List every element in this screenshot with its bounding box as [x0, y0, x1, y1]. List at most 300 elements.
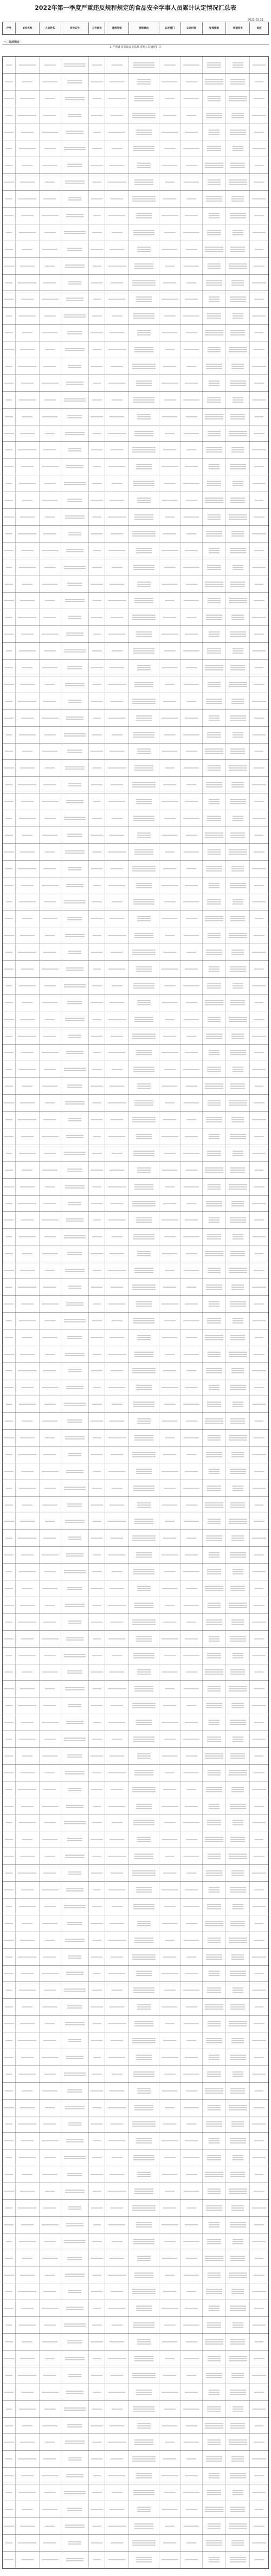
text-placeholder [109, 165, 124, 166]
text-placeholder [209, 130, 220, 131]
text-placeholder [22, 1588, 33, 1589]
table-row [3, 459, 268, 475]
table-cell [226, 2468, 250, 2484]
text-placeholder [133, 1908, 154, 1909]
text-placeholder [136, 2561, 152, 2562]
table-cell [3, 1396, 16, 1412]
text-placeholder [4, 1605, 14, 1606]
table-cell [105, 1447, 129, 1463]
table-cell [203, 777, 227, 793]
text-placeholder [111, 1203, 123, 1204]
text-placeholder [19, 1571, 35, 1572]
text-placeholder [136, 2310, 152, 2311]
table-cell [159, 2032, 181, 2049]
text-placeholder [229, 937, 247, 938]
text-placeholder [252, 868, 266, 869]
text-placeholder [207, 2155, 222, 2156]
table-cell [181, 1346, 203, 1363]
text-placeholder [206, 198, 222, 199]
table-cell [3, 1949, 16, 1965]
table-cell [181, 2401, 203, 2417]
text-placeholder [68, 116, 81, 117]
text-placeholder [64, 1235, 86, 1236]
table-cell [181, 1949, 203, 1965]
text-placeholder [208, 1189, 220, 1190]
table-cell [181, 2552, 203, 2568]
text-placeholder [21, 1554, 34, 1555]
text-placeholder [44, 2409, 56, 2410]
text-placeholder [6, 315, 12, 317]
text-placeholder [229, 2188, 247, 2190]
text-placeholder [208, 263, 220, 264]
text-placeholder [162, 2341, 177, 2342]
table-cell [61, 1279, 89, 1295]
text-placeholder [209, 1724, 220, 1725]
text-placeholder [134, 1102, 153, 1103]
table-cell [61, 2484, 89, 2501]
table-cell [61, 2434, 89, 2450]
table-cell [105, 1798, 129, 1815]
text-placeholder [18, 2207, 36, 2209]
table-cell [203, 174, 227, 190]
text-placeholder [206, 954, 222, 955]
text-placeholder [208, 1354, 220, 1355]
text-placeholder [5, 1671, 13, 1673]
text-placeholder [109, 1170, 124, 1171]
text-placeholder [230, 1973, 246, 1974]
text-placeholder [231, 2456, 244, 2457]
table-cell [250, 693, 268, 709]
table-cell [181, 325, 203, 341]
table-cell [129, 2401, 159, 2417]
text-placeholder [44, 2157, 56, 2158]
table-cell [40, 1949, 61, 1965]
table-cell [3, 559, 16, 576]
text-placeholder [230, 1641, 246, 1642]
text-placeholder [68, 2541, 81, 2542]
table-cell [89, 2334, 105, 2350]
table-cell [16, 1513, 40, 1529]
text-placeholder [44, 734, 56, 735]
text-placeholder [112, 148, 122, 149]
table-cell [105, 2283, 129, 2300]
text-placeholder [42, 918, 57, 919]
text-placeholder [42, 885, 59, 886]
text-placeholder [207, 1071, 222, 1072]
table-cell [129, 2283, 159, 2300]
table-cell [250, 1648, 268, 1664]
table-cell [89, 1815, 105, 1831]
text-placeholder [42, 2140, 59, 2141]
text-placeholder [230, 971, 246, 972]
table-cell [129, 1882, 159, 1898]
text-placeholder [165, 1521, 175, 1522]
text-placeholder [209, 887, 220, 888]
table-cell [129, 475, 159, 492]
table-cell [159, 1614, 181, 1630]
text-placeholder [134, 435, 153, 436]
table-cell [181, 1262, 203, 1279]
text-placeholder [206, 2038, 222, 2039]
table-cell [105, 1899, 129, 1915]
text-placeholder [229, 2444, 247, 2445]
text-placeholder [207, 2241, 222, 2242]
col-header-post: 工作岗位 [89, 22, 105, 34]
text-placeholder [205, 2174, 223, 2175]
text-placeholder [134, 1017, 153, 1018]
table-cell [3, 275, 16, 291]
text-placeholder [5, 667, 13, 668]
table-cell [129, 1614, 159, 1630]
table-cell [203, 1346, 227, 1363]
text-placeholder [164, 734, 176, 735]
table-cell [129, 2233, 159, 2250]
text-placeholder [183, 734, 200, 735]
table-cell [181, 459, 203, 475]
text-placeholder [163, 1705, 176, 1706]
text-placeholder [136, 885, 152, 886]
text-placeholder [4, 1772, 14, 1773]
table-cell [250, 660, 268, 676]
text-placeholder [45, 1270, 55, 1271]
text-placeholder [162, 1973, 178, 1974]
table-cell [61, 224, 89, 241]
table-cell [226, 325, 250, 341]
text-placeholder [186, 1622, 196, 1623]
text-placeholder [255, 332, 263, 333]
text-placeholder [165, 851, 175, 853]
text-placeholder [230, 718, 246, 719]
table-cell [3, 1530, 16, 1546]
text-placeholder [18, 701, 36, 702]
text-placeholder [132, 701, 156, 702]
text-placeholder [229, 2356, 247, 2357]
table-cell [250, 107, 268, 124]
table-cell [159, 358, 181, 375]
text-placeholder [137, 2009, 151, 2010]
table-cell [61, 275, 89, 291]
text-placeholder [230, 2561, 246, 2562]
text-placeholder [93, 2057, 101, 2058]
text-placeholder [183, 483, 200, 484]
table-cell [250, 2100, 268, 2116]
text-placeholder [109, 81, 124, 82]
text-placeholder [4, 885, 14, 886]
text-placeholder [68, 1286, 81, 1287]
text-placeholder [93, 1471, 101, 1472]
table-cell [181, 107, 203, 124]
table-cell [61, 1748, 89, 1764]
table-cell [181, 526, 203, 542]
table-cell [129, 308, 159, 324]
table-cell [226, 1513, 250, 1529]
text-placeholder [231, 1119, 244, 1120]
text-placeholder [254, 1856, 265, 1857]
text-placeholder [43, 1957, 56, 1958]
text-placeholder [42, 667, 57, 668]
text-placeholder [137, 1255, 151, 1256]
text-placeholder [134, 851, 153, 853]
text-placeholder [164, 2241, 176, 2242]
table-cell [226, 1865, 250, 1881]
text-placeholder [230, 2475, 246, 2476]
table-cell [226, 1196, 250, 1212]
text-placeholder [67, 2089, 82, 2090]
text-placeholder [91, 1002, 103, 1003]
text-placeholder [134, 2275, 153, 2276]
table-cell [181, 1430, 203, 1446]
table-cell [181, 1697, 203, 1714]
text-placeholder [252, 1957, 266, 1958]
text-placeholder [186, 2458, 196, 2459]
text-placeholder [20, 1521, 35, 1522]
text-placeholder [68, 281, 81, 282]
table-cell [61, 1530, 89, 1546]
text-placeholder [206, 1201, 222, 1202]
table-cell [181, 1513, 203, 1529]
table-cell [129, 2100, 159, 2116]
table-cell [129, 2149, 159, 2166]
text-placeholder [22, 2006, 33, 2007]
table-cell [40, 2149, 61, 2166]
text-placeholder [229, 1856, 247, 1857]
text-placeholder [162, 500, 177, 501]
table-cell [105, 2133, 129, 2149]
table-cell [203, 593, 227, 609]
text-placeholder [5, 835, 13, 836]
text-placeholder [207, 1153, 222, 1154]
table-cell [16, 2183, 40, 2199]
text-placeholder [230, 1050, 246, 1051]
table-cell [203, 1748, 227, 1764]
text-placeholder [92, 1153, 102, 1154]
text-placeholder [208, 1435, 220, 1436]
text-placeholder [205, 2172, 223, 2173]
table-cell [159, 208, 181, 224]
table-cell [226, 2518, 250, 2534]
table-cell [3, 944, 16, 960]
text-placeholder [186, 2542, 196, 2543]
table-cell [159, 1028, 181, 1044]
text-placeholder [109, 1421, 124, 1422]
text-placeholder [93, 2224, 101, 2225]
text-placeholder [5, 868, 12, 869]
table-cell [61, 1145, 89, 1161]
table-cell [89, 2451, 105, 2467]
table-cell [203, 810, 227, 827]
text-placeholder [233, 903, 243, 905]
text-placeholder [209, 1638, 220, 1639]
text-placeholder [252, 952, 266, 953]
table-cell [3, 308, 16, 324]
table-row [3, 793, 268, 810]
table-cell [40, 275, 61, 291]
text-placeholder [233, 1490, 243, 1491]
text-placeholder [165, 2358, 175, 2359]
table-cell [89, 2133, 105, 2149]
text-placeholder [42, 1889, 59, 1890]
table-cell [61, 1430, 89, 1446]
table-cell [61, 2535, 89, 2551]
text-placeholder [108, 634, 125, 635]
text-placeholder [133, 2406, 154, 2407]
table-cell [105, 877, 129, 894]
text-placeholder [66, 1723, 83, 1724]
text-placeholder [136, 1306, 152, 1307]
table-cell [40, 660, 61, 676]
text-placeholder [136, 1138, 152, 1139]
text-placeholder [67, 1673, 82, 1674]
text-placeholder [185, 215, 198, 216]
text-placeholder [45, 1940, 55, 1941]
table-cell [89, 1112, 105, 1128]
text-placeholder [231, 364, 244, 365]
table-cell [181, 877, 203, 894]
text-placeholder [252, 2375, 266, 2376]
text-placeholder [229, 1356, 247, 1357]
table-cell [3, 1580, 16, 1597]
table-cell [129, 1229, 159, 1245]
text-placeholder [230, 1303, 246, 1305]
text-placeholder [66, 2223, 83, 2224]
text-placeholder [253, 483, 265, 484]
text-placeholder [4, 550, 14, 551]
table-cell [203, 2535, 227, 2551]
table-cell [129, 124, 159, 140]
table-cell [61, 1966, 89, 1982]
text-placeholder [65, 1353, 85, 1354]
text-placeholder [22, 2341, 33, 2342]
text-placeholder [255, 2425, 263, 2426]
table-cell [61, 1078, 89, 1094]
text-placeholder [137, 2176, 151, 2177]
table-cell [250, 1279, 268, 1295]
table-cell [3, 1748, 16, 1764]
text-placeholder [255, 1421, 263, 1422]
table-cell [89, 1798, 105, 1815]
text-placeholder [231, 870, 244, 871]
text-placeholder [108, 1136, 125, 1137]
text-placeholder [185, 550, 198, 551]
text-placeholder [4, 1471, 14, 1472]
text-placeholder [6, 2492, 12, 2493]
text-placeholder [162, 550, 178, 551]
text-placeholder [43, 2291, 56, 2292]
table-cell [226, 442, 250, 458]
text-placeholder [163, 533, 176, 534]
text-placeholder [206, 2540, 222, 2541]
text-placeholder [162, 81, 177, 82]
text-placeholder [66, 1470, 83, 1471]
table-cell [203, 543, 227, 559]
text-placeholder [64, 147, 86, 148]
text-placeholder [255, 1086, 263, 1087]
text-placeholder [229, 347, 247, 348]
text-placeholder [91, 1622, 102, 1623]
text-placeholder [21, 2224, 34, 2225]
text-placeholder [205, 586, 223, 587]
text-placeholder [208, 600, 220, 601]
text-placeholder [230, 2473, 246, 2474]
table-cell [61, 2166, 89, 2183]
table-cell [250, 191, 268, 207]
table-cell [40, 2183, 61, 2199]
table-cell [159, 2367, 181, 2384]
table-cell [89, 392, 105, 408]
text-placeholder [137, 2260, 151, 2261]
text-placeholder [230, 1806, 246, 1807]
text-placeholder [186, 2123, 196, 2125]
text-placeholder [254, 634, 264, 635]
text-placeholder [133, 734, 154, 735]
text-placeholder [209, 1469, 220, 1470]
table-cell [129, 1731, 159, 1747]
text-placeholder [162, 1505, 177, 1506]
text-placeholder [209, 217, 220, 218]
table-cell [226, 1714, 250, 1731]
table-cell [3, 191, 16, 207]
text-placeholder [230, 1421, 245, 1422]
text-placeholder [206, 1038, 222, 1039]
text-placeholder [186, 1839, 197, 1840]
text-placeholder [108, 935, 126, 936]
text-placeholder [206, 1287, 222, 1288]
table-cell [61, 1580, 89, 1597]
table-cell [250, 224, 268, 241]
table-cell [250, 442, 268, 458]
text-placeholder [43, 2040, 56, 2041]
text-placeholder [165, 1437, 175, 1438]
table-cell [181, 1999, 203, 2015]
text-placeholder [230, 887, 246, 888]
text-placeholder [233, 565, 243, 566]
table-cell [203, 927, 227, 944]
text-placeholder [254, 969, 264, 970]
text-placeholder [111, 2207, 123, 2209]
text-placeholder [206, 619, 222, 620]
text-placeholder [42, 1839, 57, 1840]
text-placeholder [136, 1222, 152, 1223]
text-placeholder [91, 1454, 102, 1455]
text-placeholder [208, 1184, 220, 1185]
text-placeholder [231, 950, 244, 951]
table-cell [250, 1430, 268, 1446]
text-placeholder [208, 1688, 220, 1689]
text-placeholder [137, 2256, 151, 2257]
table-cell [181, 2183, 203, 2199]
text-placeholder [4, 2023, 14, 2024]
table-cell [16, 224, 40, 241]
table-cell [226, 358, 250, 375]
table-cell [203, 626, 227, 642]
text-placeholder [206, 1873, 222, 1874]
text-placeholder [230, 1923, 245, 1924]
text-placeholder [230, 414, 245, 415]
table-cell [159, 911, 181, 927]
text-placeholder [44, 399, 56, 401]
text-placeholder [162, 1303, 178, 1305]
text-placeholder [184, 2107, 199, 2108]
table-row [3, 2501, 268, 2518]
text-placeholder [252, 2458, 266, 2459]
text-placeholder [93, 1186, 101, 1187]
text-placeholder [67, 1924, 82, 1925]
text-placeholder [186, 2291, 196, 2292]
table-row [3, 2518, 268, 2535]
table-cell [40, 1095, 61, 1111]
text-placeholder [252, 198, 266, 199]
table-cell [203, 2049, 227, 2065]
